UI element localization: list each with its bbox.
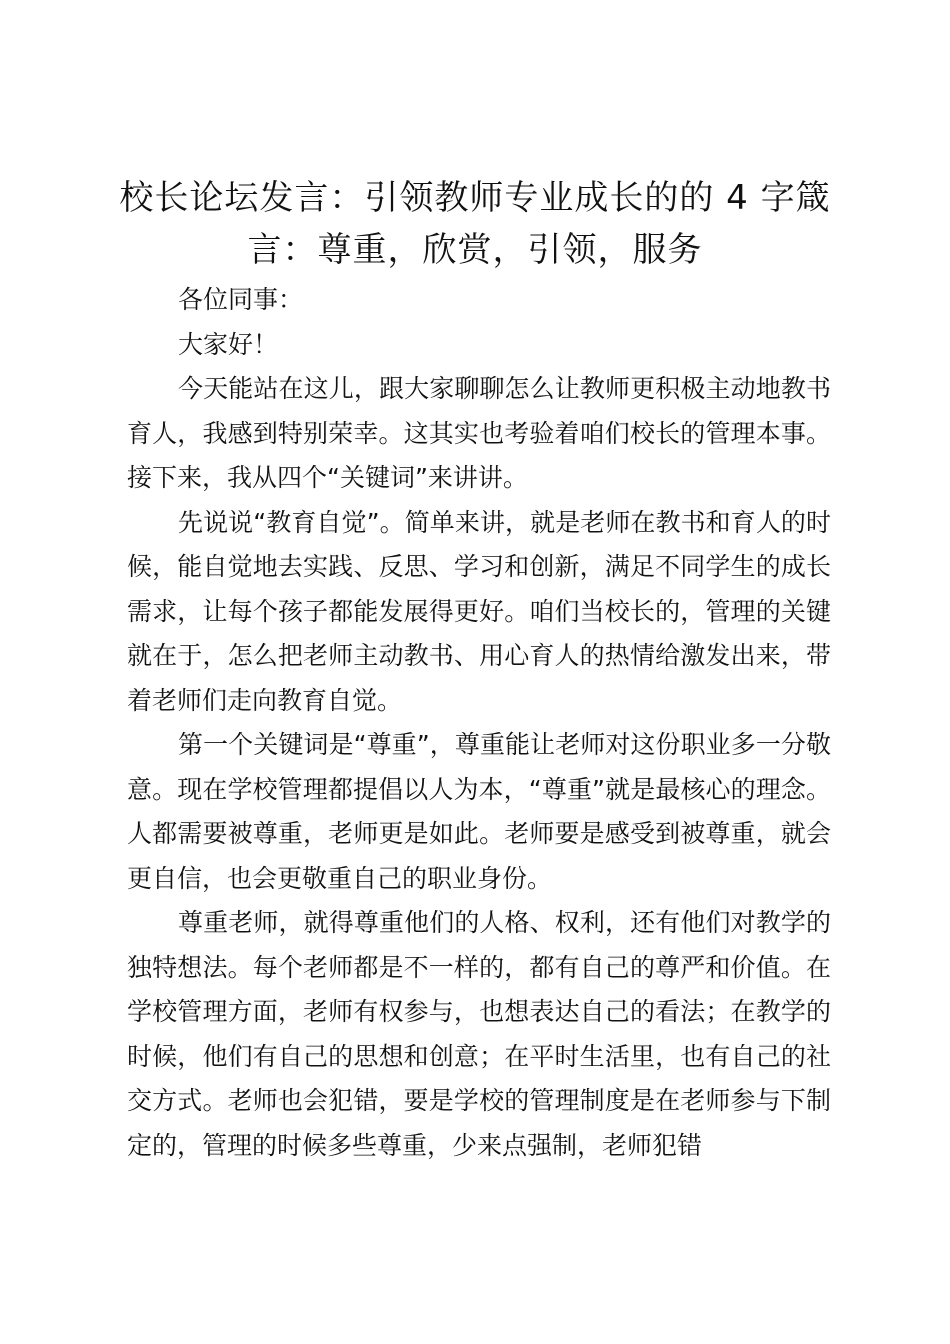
intro-paragraph: 今天能站在这儿，跟大家聊聊怎么让教师更积极主动地教书育人，我感到特别荣幸。这其实也考验着咱们校长的管理本事。接下来，我从四个“关键词”来讲讲。 [127, 374, 831, 492]
greeting-paragraph: 大家好！ [178, 329, 279, 359]
document-body [127, 278, 831, 1168]
respect-keyword-paragraph: 第一个关键词是“尊重”，尊重能让老师对这份职业多一分敬意。现在学校管理都提倡以人为本，“尊重”就是最核心的理念。人都需要被尊重，老师更是如此。老师要是感受到被尊重，就会更自信，也会更敬重自己的职业身份。 [127, 730, 831, 893]
education-awareness-paragraph: 先说说“教育自觉”。简单来讲，就是老师在教书和育人的时候，能自觉地去实践、反思、学习和创新，满足不同学生的成长需求，让每个孩子都能发展得更好。咱们当校长的，管理的关键就在于，怎么把老师主动教书、用心育人的热情给激发出来，带着老师们走向教育自觉。 [127, 507, 831, 715]
respect-teachers-paragraph: 尊重老师，就得尊重他们的人格、权利，还有他们对教学的独特想法。每个老师都是不一样的，都有自己的尊严和价值。在学校管理方面，老师有权参与，也想表达自己的看法；在教学的时候，他们有自己的思想和创意；在平时生活里，也有自己的社交方式。老师也会犯错，要是学校的管理制度是在老师参与下制定的，管理的时候多些尊重，少来点强制，老师犯错 [127, 908, 831, 1160]
salutation-paragraph: 各位同事： [178, 285, 304, 314]
document-title: 校长论坛发言：引领教师专业成长的的 4 字箴言：尊重，欣赏，引领，服务 [119, 178, 831, 270]
